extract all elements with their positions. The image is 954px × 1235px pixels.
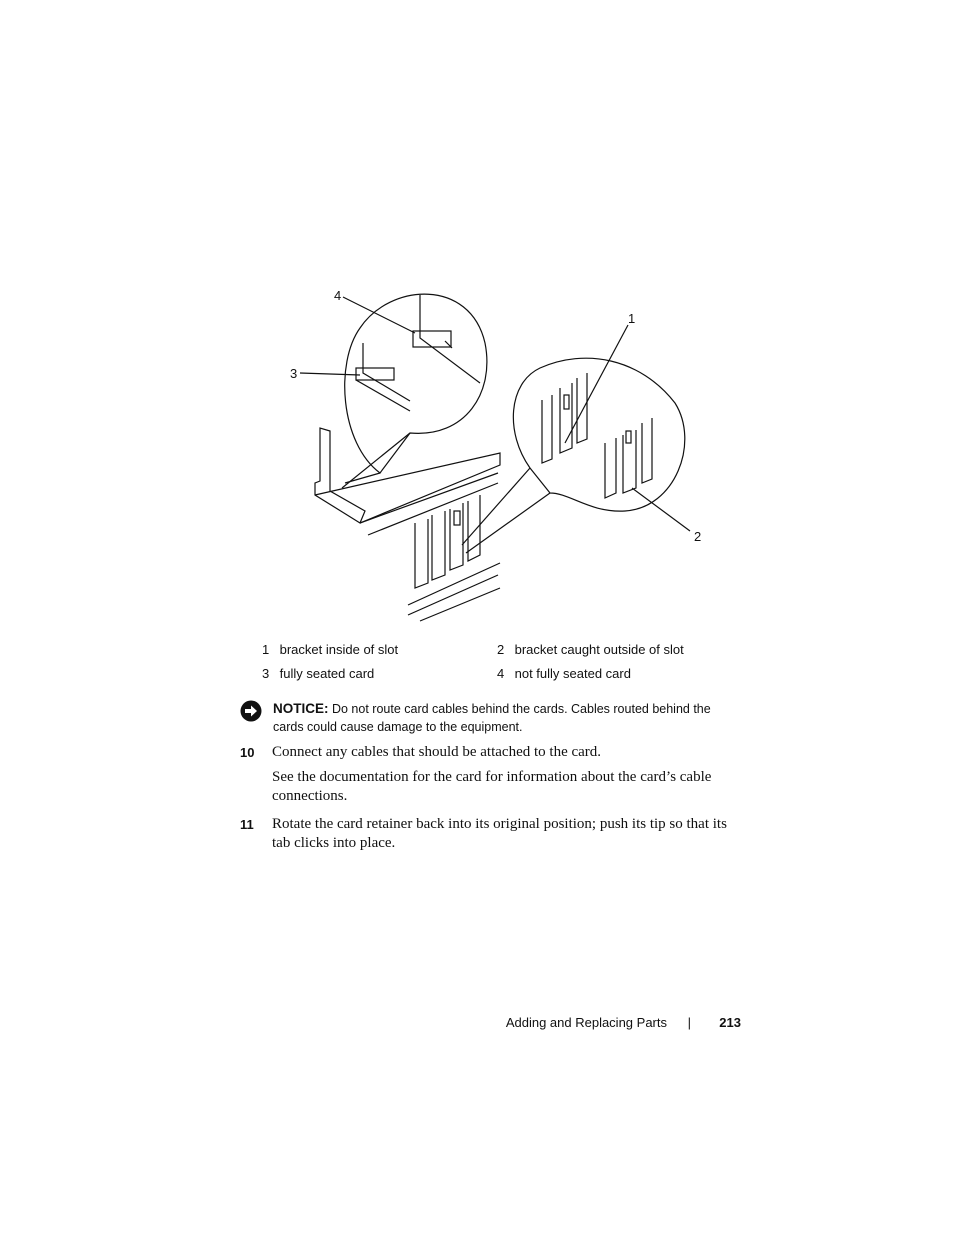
legend-text: fully seated card	[279, 666, 375, 681]
legend-item	[262, 642, 398, 657]
notice-label: NOTICE:	[273, 701, 329, 716]
figure-legend	[262, 642, 732, 690]
footer-section-title: Adding and Replacing Parts	[505, 1015, 667, 1030]
step-number: 10	[240, 745, 255, 760]
illustration-drawing	[280, 283, 710, 628]
magnifier-left	[345, 294, 487, 473]
callout-3: 3	[290, 366, 298, 381]
legend-item	[497, 642, 684, 657]
callout-1: 1	[628, 311, 636, 326]
legend-text: bracket caught outside of slot	[514, 642, 684, 657]
legend-text: bracket inside of slot	[279, 642, 399, 657]
callout-2: 2	[694, 529, 702, 544]
legend-number: 4	[497, 666, 505, 681]
step-text: Connect any cables that should be attached to the card.	[272, 744, 602, 760]
callout-4: 4	[334, 288, 342, 303]
notice-body	[273, 700, 733, 736]
notice-arrow-icon	[240, 700, 262, 722]
page-number: 213	[719, 1015, 741, 1030]
footer-separator: |	[687, 1015, 691, 1030]
legend-number: 2	[497, 642, 505, 657]
step-10-detail: See the documentation for the card for information about the card’s cable connections.	[272, 769, 712, 804]
legend-text: not fully seated card	[514, 666, 631, 681]
legend-number: 1	[262, 642, 270, 657]
legend-item	[262, 666, 374, 681]
magnifier-right	[513, 358, 684, 511]
legend-number: 3	[262, 666, 270, 681]
page-footer	[450, 1015, 742, 1035]
step-number: 11	[240, 817, 254, 832]
step-text: Rotate the card retainer back into its original position; push its tip so that its tab clicks into place.	[272, 816, 727, 851]
card-seating-illustration	[280, 283, 710, 628]
legend-row	[262, 642, 732, 666]
legend-row	[262, 666, 732, 690]
legend-item	[497, 666, 631, 681]
notice-text: Do not route card cables behind the cards. Cables routed behind the cards could cause damage to the equipment.	[273, 702, 711, 734]
